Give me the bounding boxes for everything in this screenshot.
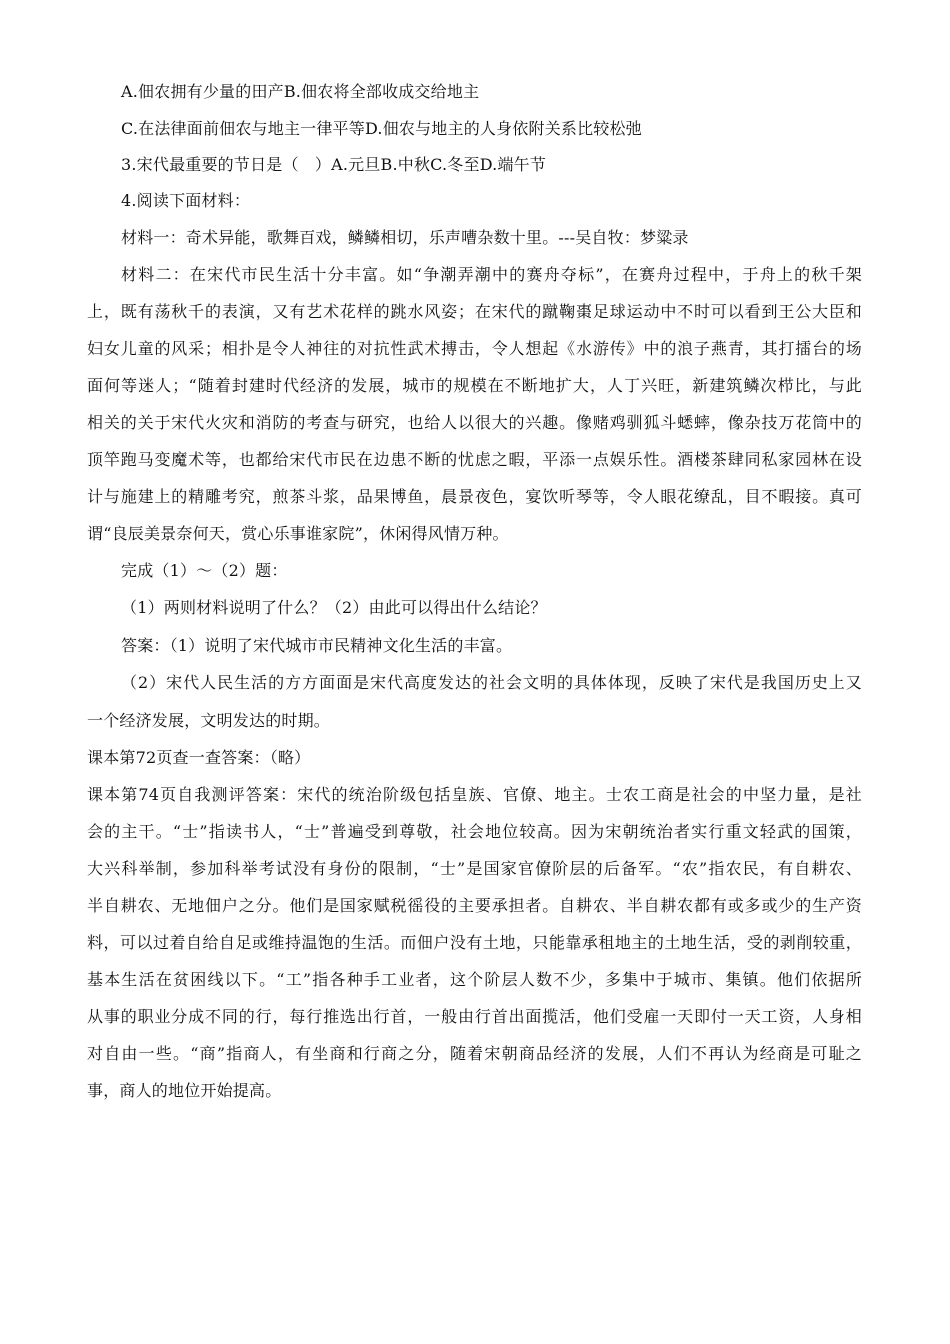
task-instruction: 完成（1）～（2）题： (121, 561, 288, 580)
sub-questions: （1）两则材料说明了什么？（2）由此可以得出什么结论？ (121, 598, 547, 617)
answer-line-1: 答案：（1）说明了宋代城市市民精神文化生活的丰富。 (121, 636, 513, 655)
answer-options-line-1: A.佃农拥有少量的田产B.佃农将全部收成交给地主 (121, 82, 480, 101)
textbook-p74-answer-line: 事，商人的地位开始提高。 (87, 1081, 282, 1100)
material-two-line: 面何等迷人；“随着封建时代经济的发展，城市的规模在不断地扩大，人丁兴旺，新建筑鳞次栉比，与此 (87, 376, 862, 395)
question-4: 4.阅读下面材料： (121, 191, 251, 210)
textbook-p74-answer-line: 会的主干。“士”指读书人，“士”普遍受到尊敬，社会地位较高。因为宋朝统治者实行重文轻武的国策， (87, 822, 862, 841)
material-two-line: 谓“良辰美景奈何天，赏心乐事谁家院”，休闲得风情万种。 (87, 524, 509, 543)
material-two-line: 材料二：在宋代市民生活十分丰富。如“争潮弄潮中的赛舟夺标”，在赛舟过程中，于舟上的秋千架 (121, 265, 862, 284)
material-two-line: 妇女儿童的风采；相扑是令人神往的对抗性武术搏击，令人想起《水游传》中的浪子燕青，其打擂台的场 (87, 339, 862, 358)
textbook-p72-answer: 课本第72页查一查答案：（略） (87, 748, 311, 767)
answer-options-line-2: C.在法律面前佃农与地主一律平等D.佃农与地主的人身依附关系比较松弛 (121, 119, 642, 138)
textbook-p74-answer-line: 从事的职业分成不同的行，每行推选出行首，一般由行首出面揽活，他们受雇一天即付一天工资，人身相 (87, 1007, 862, 1026)
textbook-p74-answer-line: 对自由一些。“商”指商人，有坐商和行商之分，随着宋朝商品经济的发展，人们不再认为经商是可耻之 (87, 1044, 862, 1063)
textbook-p74-answer-line: 课本第74页自我测评答案：宋代的统治阶级包括皇族、官僚、地主。士农工商是社会的中坚力量，是社 (87, 785, 862, 804)
textbook-p74-answer-line: 半自耕农、无地佃户之分。他们是国家赋税徭役的主要承担者。自耕农、半自耕农都有或多或少的生产资 (87, 896, 862, 915)
textbook-p74-answer-line: 基本生活在贫困线以下。“工”指各种手工业者，这个阶层人数不少，多集中于城市、集镇。他们依据所 (87, 970, 862, 989)
textbook-p74-answer-line: 大兴科举制，参加科举考试没有身份的限制，“士”是国家官僚阶层的后备军。“农”指农民，有自耕农、 (87, 859, 862, 878)
question-3: 3.宋代最重要的节日是（ ）A.元旦B.中秋C.冬至D.端午节 (121, 155, 547, 174)
material-two-line: 顶竿跑马变魔术等，也都给宋代市民在边患不断的忧虑之暇，平添一点娱乐性。酒楼茶肆同私家园林在设 (87, 450, 862, 469)
material-one: 材料一：奇术异能，歌舞百戏，鳞鳞相切，乐声嘈杂数十里。---吴自牧：梦粱录 (121, 228, 689, 247)
textbook-p74-answer-line: 料，可以过着自给自足或维持温饱的生活。而佃户没有土地，只能靠承租地主的土地生活，受的剥削较重， (87, 933, 862, 952)
material-two-line: 计与施建上的精雕考究，煎茶斗浆，品果博鱼，晨景夜色，宴饮听琴等，令人眼花缭乱，目不暇接。真可 (87, 487, 862, 506)
answer-line-2: （2）宋代人民生活的方方面面是宋代高度发达的社会文明的具体体现，反映了宋代是我国历史上又 (121, 673, 862, 692)
material-two-line: 上，既有荡秋千的表演，又有艺术花样的跳水风姿；在宋代的蹴鞠棗足球运动中不时可以看到王公大臣和 (87, 302, 862, 321)
material-two-line: 相关的关于宋代火灾和消防的考查与研究，也给人以很大的兴趣。像赌鸡驯狐斗蟋蟀，像杂技万花筒中的 (87, 413, 862, 432)
answer-line-3: 一个经济发展，文明发达的时期。 (87, 711, 331, 730)
